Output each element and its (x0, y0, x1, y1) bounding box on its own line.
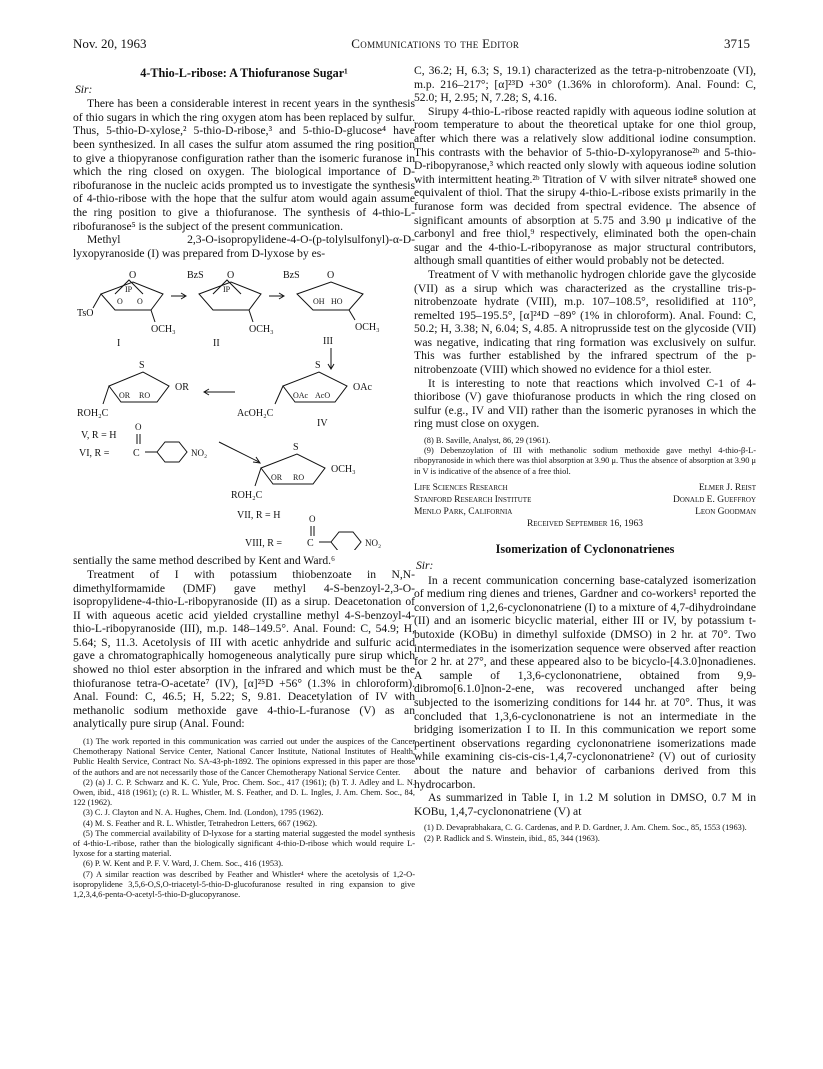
article-title: 4-Thio-L-ribose: A Thiofuranose Sugar¹ (140, 66, 348, 80)
label-o: O (135, 422, 142, 433)
label-rohc: ROH₂C (231, 490, 263, 502)
label-bzs: BzS (283, 270, 300, 282)
label-o: O (309, 514, 316, 525)
label-acohc: AcOH₂C (237, 408, 274, 420)
label-s: S (293, 442, 299, 454)
label-o: O (327, 270, 335, 282)
affiliation-line: Life Sciences Research (414, 482, 508, 493)
label-ip: IP (223, 285, 231, 295)
compound-label-v: V, R = H (81, 430, 117, 442)
label-s: S (315, 360, 321, 372)
compound-label-iii: III (323, 336, 333, 348)
label-och3: OCH₃ (331, 464, 356, 476)
right-column (414, 64, 756, 844)
label-no2: NO₂ (365, 538, 382, 549)
footnotes (73, 737, 415, 900)
affiliation-line: Stanford Research Institute (414, 494, 532, 505)
ring-iii (297, 282, 363, 310)
running-header (73, 36, 750, 52)
header-page-number: 3715 (723, 36, 750, 51)
label-bzs: BzS (187, 270, 204, 282)
label-o: O (129, 270, 137, 282)
compound-label-viii: VIII, R = (245, 538, 283, 550)
left-column (73, 64, 415, 900)
author-name: Donald E. Gueffroy (672, 494, 756, 505)
label-o: O (137, 297, 143, 307)
salutation: Sir: (416, 559, 434, 573)
reaction-scheme (73, 264, 415, 550)
paragraph: In a recent communication concerning base-catalyzed isomerization of medium ring dienes and trienes, Gardner and co-workers¹ reported the conversion of 1,2,6-cyclononatriene (I) to a mixture of 4,7-dihydroindane (II) and an isomeric bicyclic material, either III or IV, by potassium t-butoxide (KOBu) in dimethyl sulfoxide (DMSO) in 2 hr. at 70°. Two intermediates in the isomerization sequence were observed after reaction for 2 hr. at 27°, and these appeared also to be bicyclo-[4.3.0]nonadienes. A sample of 1,3,6-cyclononatriene, obtained from 9,9-dibromo[6.1.0]non-2-ene, was recovered unchanged after being subjected to the isomerizing conditions for 144 hr. at 70°. Thus, it was concluded that 1,3,6-cyclononatriene is not an intermediate in the bridging isomerization I to II. In this communication we report some pertinent observations regarding cyclononatriene isomerizations made while examining cis-cis-cis-1,4,7-cyclononatriene² (V) out of curiosity about the nature and behavior of carbanions derived from this hydrocarbon. (414, 573, 756, 791)
label-och3: OCH₃ (151, 324, 176, 336)
footnotes (414, 823, 756, 843)
label-ho: HO (331, 297, 343, 307)
paragraph: Treatment of V with methanolic hydrogen chloride gave the glycoside (VII) as a sirup which was characterized as the crystalline tris-p-nitrobenzoate hydrate (VIII), m.p. 107–108.5°, resolidified at 110°, remelted 195–195.5°, [α]²⁴D −89° (1% in chloroform). Anal. Found: C, 50.2; H, 3.38; N, 6.04; S, 4.85. A nitroprusside test on the glycoside (VII) was negative, indicating that ring formation was exclusively on sulfur. This was further established by the infrared spectrum of the p-nitrobenzoate (VIII) which showed no evidence for a thiol ester. (414, 267, 756, 377)
author-name: Leon Goodman (695, 506, 756, 517)
compound-label-iv: IV (317, 418, 328, 430)
header-date: Nov. 20, 1963 (73, 36, 147, 51)
label-och3: OCH₃ (249, 324, 274, 336)
compound-label-ii: II (213, 338, 220, 350)
footnote: (1) D. Devaprabhakara, C. G. Cardenas, and P. D. Gardner, J. Am. Chem. Soc., 85, 1553 (1963). (424, 823, 747, 833)
header-section: Communications to the Editor (351, 36, 520, 51)
label-or: OR (119, 391, 131, 401)
received-date: Received September 16, 1963 (526, 518, 644, 529)
salutation: Sir: (75, 82, 93, 96)
footnote: (3) C. J. Clayton and N. A. Hughes, Chem. Ind. (London), 1795 (1962). (83, 808, 324, 818)
affiliation-line: Menlo Park, California (414, 506, 513, 517)
label-or: OR (175, 382, 189, 394)
paragraph: As summarized in Table I, in 1.2 M solution in DMSO, 0.7 M in KOBu, 1,4,7-cyclononatriene (V) at (414, 791, 756, 818)
label-s: S (139, 360, 145, 372)
benzene-ring-viii (331, 532, 361, 550)
paragraph: Sirupy 4-thio-L-ribose reacted rapidly with aqueous iodine solution at room temperature to about the theoretical uptake for one thiol group, after which there was a relatively slow additional iodine consumption. This contrasts with the behavior of 5-thio-D-xylopyranose²ᵇ and 5-thio-D-ribopyranose,³ which reacted only slowly with aqueous iodine solution with intermittent heating.²ᵇ Titration of V with silver nitrate⁸ showed one equivalent of thiol. That the sirupy 4-thio-L-ribose exists primarily in the furanose form was decided from spectral evidence. The absence of significant amounts of absorption at 5.75 and 3.90 μ indicative of the carbonyl and free thiol,⁹ respectively, eliminated both the open-chain sugar and the 4-thio-L-ribopyranose as major structural contributors, although small quantities of either would probably not be detected. (414, 104, 756, 268)
footnote: (2) P. Radlick and S. Winstein, ibid., 85, 344 (1963). (424, 833, 600, 843)
label-tso: TsO (77, 308, 94, 320)
footnote: (2) (a) J. C. P. Schwarz and K. C. Yule, Proc. Chem. Soc., 417 (1961); (b) T. J. Adley and L. N. Owen, ibid., 418 (1961); (c) R. L. Whistler, M. S. Feather, and D. L. Ingles, J. Am. Chem. Soc., 84, 122 (1962). (73, 777, 415, 808)
label-or: OR (271, 473, 283, 483)
label-oac: OAc (353, 382, 372, 394)
label-rohc: ROH₂C (77, 408, 109, 420)
paragraph: There has been a considerable interest in recent years in the synthesis of thio sugars in which the ring oxygen atom has been replaced by sulfur. Thus, 5-thio-D-xylose,² 5-thio-D-ribose,³ and 5-thio-D-glucose⁴ have been synthesized. In all cases the sulfur atom assumed the ring position to give a thiopyranose configuration rather than the isomeric furanose in which the ring closed on oxygen. The biological importance of D-ribofuranose in the nucleic acids prompted us to investigate the synthesis of 4-thio-ribose with the hope that the sulfur atom would again assume the ring position to give a thiofuranose. The synthesis of 4-thio-L-ribofuranose⁵ is the subject of the present communication. (73, 97, 415, 233)
footnote: (5) The commercial availability of D-lyxose for a starting material suggested the model synthesis of 4-thio-L-ribose, rather than the biologically significant 4-thio-D-ribose which would require L-lyxose for a starting material. (73, 828, 415, 859)
paragraph: It is interesting to note that reactions which involved C-1 of 4-thioribose (V) gave thiofuranose products in which the ring closed on sulfur (e.g., IV and VII) rather than the isomeric pyranoses in which the ring must close on oxygen. (414, 376, 756, 431)
label-oac: OAc (293, 391, 309, 401)
label-o: O (227, 270, 235, 282)
footnote: (1) The work reported in this communication was carried out under the auspices of the Cancer Chemotherapy National Service Center, National Cancer Institute, National Institutes of Health, Public Health Service, Contract No. SA-43-ph-1892. The opinions expressed in this paper are those of the authors and are not necessarily those of the Cancer Chemotherapy National Service Center. (73, 737, 415, 777)
compound-label-vii: VII, R = H (237, 510, 281, 522)
label-o: O (117, 297, 123, 307)
label-oh: OH (313, 297, 325, 307)
paragraph: Methyl 2,3-O-isopropylidene-4-O-(p-tolylsulfonyl)-α-D-lyxopyranoside (I) was prepared from D-lyxose by es- (73, 233, 415, 260)
compound-label-i: I (117, 338, 121, 350)
author-name: Elmer J. Reist (698, 482, 756, 493)
footnote: (9) Debenzoylation of III with methanolic sodium methoxide gave methyl 4-thio-β-L-ribopyranoside in which there was thiol absorption at 3.90 μ. Thus the absence of absorption at 3.90 μ in V is indicative of the absence of a free thiol. (414, 446, 756, 476)
footnote: (4) M. S. Feather and R. L. Whistler, Tetrahedron Letters, 667 (1962). (83, 818, 318, 828)
label-ro: RO (293, 473, 305, 483)
label-och3: OCH₃ (355, 322, 380, 334)
paragraph: sentially the same method described by Kent and Ward.⁶ (73, 554, 336, 568)
label-aco: AcO (315, 391, 331, 401)
label-c: C (307, 538, 314, 550)
compound-label-vi: VI, R = (79, 448, 110, 460)
label-c: C (133, 448, 140, 460)
footnotes (414, 436, 756, 477)
footnote: (6) P. W. Kent and P. F. V. Ward, J. Chem. Soc., 416 (1953). (83, 859, 284, 869)
footnote: (7) A similar reaction was described by Feather and Whistler⁴ where the acetolysis of 1,2-O-isopropylidene 3,5,6-O,S,O-triacetyl-5-thio-D-glucofuranose resulted in ring expansion to give 1,2,3,4,6-penta-O-acetyl-5-thio-D-glucopyranose. (73, 869, 415, 900)
benzene-ring-vi (157, 442, 187, 462)
paragraph: C, 36.2; H, 6.3; S, 19.1) characterized as the tetra-p-nitrobenzoate (VI), m.p. 216–217°; [α]²³D +30° (1.36% in chloroform). Anal. Found: C, 52.0; H, 2.95; N, 7.28; S, 4.16. (414, 64, 756, 105)
footnote: (8) B. Saville, Analyst, 86, 29 (1961). (424, 436, 551, 446)
paragraph: Treatment of I with potassium thiobenzoate in N,N-dimethylformamide (DMF) gave methyl 4-S-benzoyl-2,3-O-isopropylidene-4-thio-L-ribopyranoside (II) as a sirup. Deacetonation of II with aqueous acetic acid yielded crystalline methyl 4-S-benzoyl-4-thio-L-ribopyranoside (III), m.p. 148–149.5°. Anal. Found: C, 54.9; H, 5.64; S, 11.3. Acetolysis of III with acetic anhydride and sulfuric acid gave a chromatographically homogeneous analytically pure sirup which showed no thiol ester absorption in the infrared and which must be the thiofuranose tetra-O-acetate⁷ (IV), [α]²⁵D +56° (1.3% in chloroform). Anal. Found: C, 46.5; H, 5.22; S, 9.81. Deacetylation of IV with methanolic sodium methoxide gave 4-thio-L-furanose (V) as an analytically pure sirup (Anal. Found: (73, 567, 415, 731)
label-ip: IP (125, 285, 133, 295)
article-title: Isomerization of Cyclononatrienes (495, 542, 675, 557)
label-no2: NO₂ (191, 448, 208, 459)
label-ro: RO (139, 391, 151, 401)
author-affiliations (414, 482, 756, 518)
